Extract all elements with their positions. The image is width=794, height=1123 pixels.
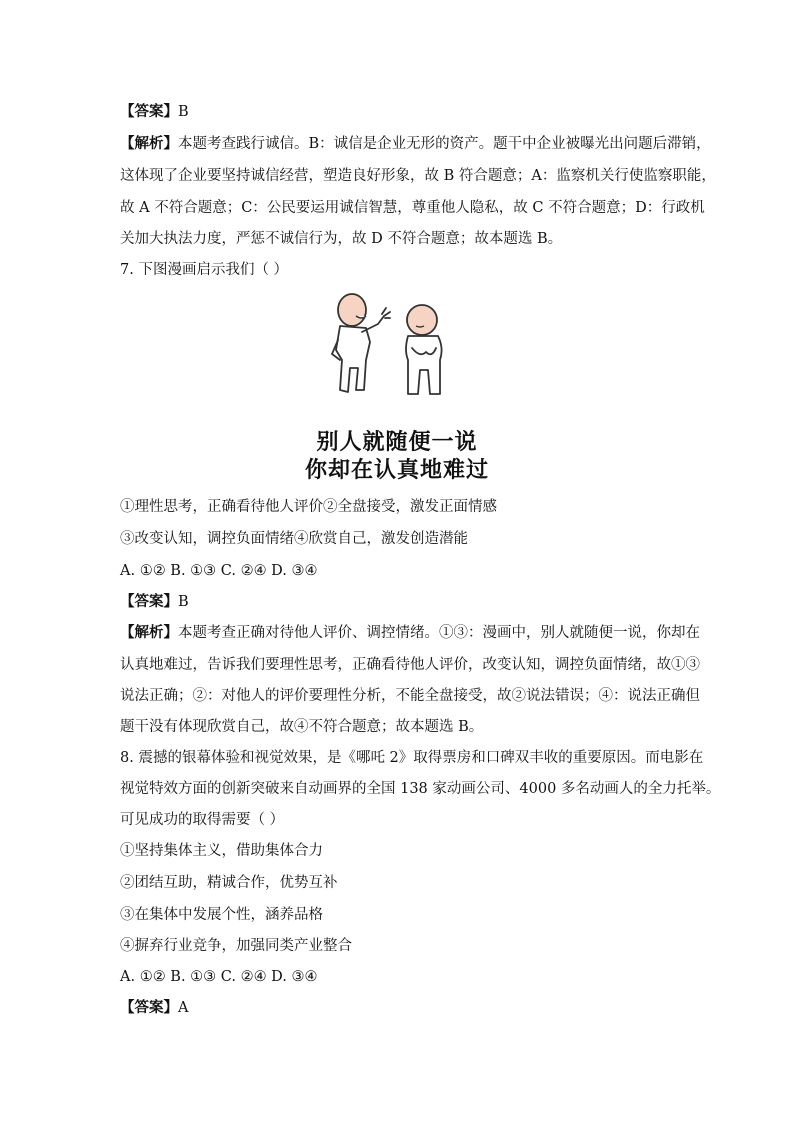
q6-analysis-line-1	[120, 134, 711, 154]
q7-analysis-line-1	[120, 623, 700, 643]
q7-analysis-line-2: 认真地难过，告诉我们要理性思考，正确看待他人评价，改变认知，调控负面情绪，故①③	[120, 657, 700, 673]
analysis-label: 【解析】	[120, 135, 178, 152]
q7-analysis-line-3: 说法正确；②：对他人的评价要理性分析，不能全盘接受，故②说法错误；④：说法正确但	[120, 688, 700, 704]
q8-choices: A. ①② B. ①③ C. ②④ D. ③④	[120, 969, 318, 985]
q8-option-2: ②团结互助，精诚合作，优势互补	[120, 875, 338, 891]
q7-option-line-2: ③改变认知，调控负面情绪④欣赏自己，激发创造潜能	[120, 531, 468, 547]
answer-value: B	[178, 104, 189, 120]
q8-stem-line-1: 8. 震撼的银幕体验和视觉效果，是《哪吒 2》取得票房和口碑双丰收的重要原因。而电影在	[120, 750, 704, 766]
answer-value: A	[178, 1000, 189, 1016]
q7-analysis-line-4: 题干没有体现欣赏自己，故④不符合题意；故本题选 B。	[120, 719, 484, 735]
talker-mouth	[356, 316, 366, 318]
answer-label: 【答案】	[120, 999, 178, 1016]
q8-option-4: ④摒弃行业竞争，加强同类产业整合	[120, 938, 352, 954]
q6-analysis-line-4: 关加大执法力度，严惩不诚信行为，故 D 不符合题意；故本题选 B。	[120, 231, 563, 247]
q8-answer	[120, 998, 690, 1018]
q8-stem-line-3: 可见成功的取得需要（ ）	[120, 812, 285, 828]
talker-body	[336, 326, 370, 392]
q7-stem: 7. 下图漫画启示我们（ ）	[120, 262, 289, 278]
analysis-label: 【解析】	[120, 624, 178, 641]
analysis-text: 本题考查正确对待他人评价、调控情绪。①③：漫画中，别人就随便一说，你却在	[178, 625, 700, 641]
answer-value: B	[178, 594, 189, 610]
talker-head	[338, 294, 366, 326]
analysis-text: 本题考查践行诚信。B：诚信是企业无形的资产。题干中企业被曝光出问题后滞销，	[178, 136, 711, 152]
listener-body	[406, 336, 442, 394]
answer-label: 【答案】	[120, 593, 178, 610]
q6-analysis-line-3: 故 A 不符合题意；C：公民要运用诚信智慧，尊重他人隐私，故 C 不符合题意；D：行政机	[120, 200, 705, 216]
q8-option-1: ①坚持集体主义，借助集体合力	[120, 843, 323, 859]
q6-answer	[120, 102, 690, 122]
q6-analysis-line-2: 这体现了企业要坚持诚信经营，塑造良好形象，故 B 符合题意；A：监察机关行使监察职能，	[120, 168, 716, 184]
cartoon-caption-line-1: 别人就随便一说	[316, 430, 478, 455]
q8-stem-line-2: 视觉特效方面的创新突破来自动画界的全国 138 家动画公司、4000 多名动画人的全力托举。	[120, 781, 721, 797]
answer-label: 【答案】	[120, 103, 178, 120]
q7-option-line-1: ①理性思考，正确看待他人评价②全盘接受，激发正面情感	[120, 499, 497, 515]
cartoon-caption-line-2: 你却在认真地难过	[304, 458, 489, 483]
talker-arm	[362, 316, 384, 332]
q8-option-3: ③在集体中发展个性，涵养品格	[120, 907, 323, 923]
listener-head	[407, 305, 437, 335]
q7-answer	[120, 592, 690, 612]
q7-choices: A. ①② B. ①③ C. ②④ D. ③④	[120, 563, 318, 579]
